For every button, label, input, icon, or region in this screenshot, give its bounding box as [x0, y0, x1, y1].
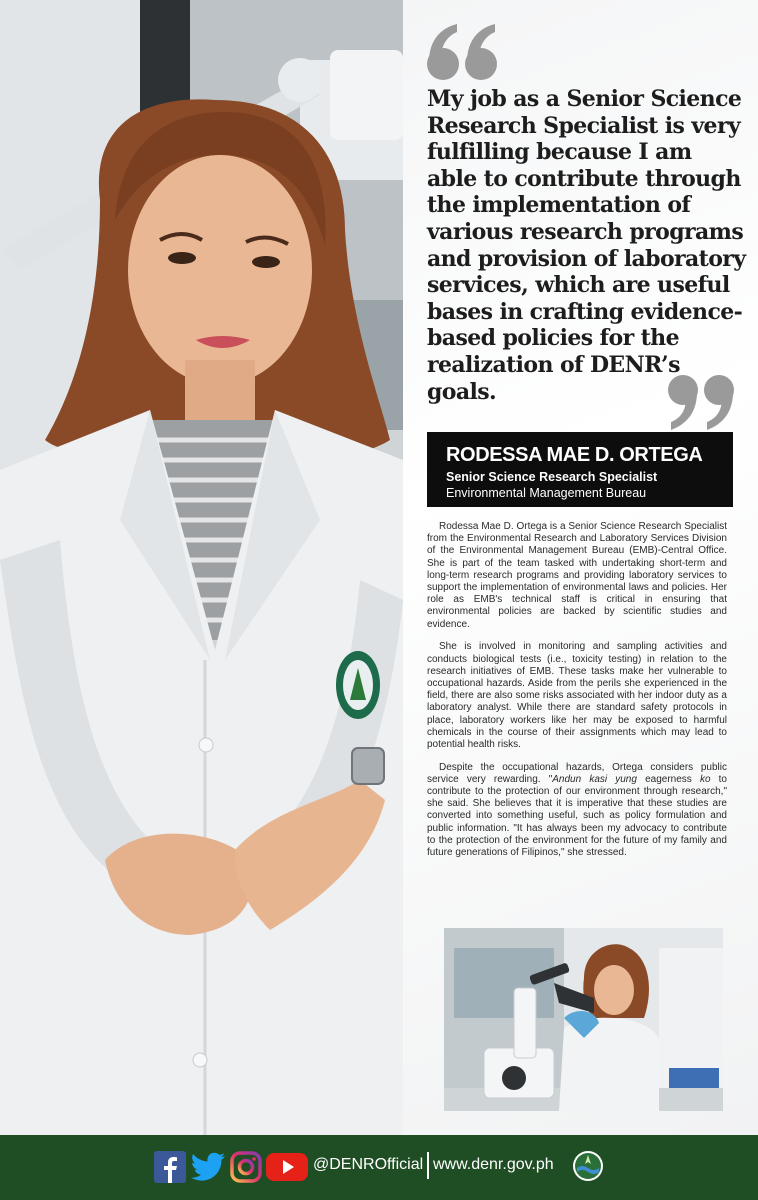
bio-p3-italic-1: Andun kasi yung — [552, 773, 637, 785]
bio-p3-italic-2: ko — [699, 773, 711, 785]
biography — [427, 521, 727, 870]
laboratory-photo — [444, 928, 723, 1111]
quote-text: My job as a Senior Science Research Specialist is very fulfilling because I am able to contribute through the implementation of various research programs and provision of laboratory services, which are useful bases in crafting evidence-based policies for the realization of DENR’s goals. — [427, 86, 746, 405]
person-office: Environmental Management Bureau — [446, 486, 647, 500]
youtube-icon[interactable] — [266, 1151, 308, 1183]
open-quote-icon — [423, 18, 503, 88]
facebook-icon[interactable] — [154, 1151, 186, 1183]
bio-paragraph-2: She is involved in monitoring and sampling activities and conducts biological tests (i.e., toxicity testing) in relation to the research initiatives of EMB. These tasks make her vulnerable to occupational hazards. Aside from the perils she experienced in the field, there are also some risks associated with her indoor duty as a laboratory analyst. While there are standard safety protocols in place, laboratory workers like her may be exposed to harmful chemicals in the course of their assignments which may lead to potential health risks. — [427, 641, 727, 750]
bio-p3-part-b: eagerness — [636, 773, 700, 785]
name-plate — [427, 432, 733, 507]
laboratory-illustration — [444, 928, 723, 1111]
bio-p3-part-a: Despite the occupational hazards, Ortega considers public service very rewarding. " — [427, 761, 727, 785]
footer-divider — [427, 1152, 429, 1179]
close-quote-icon — [661, 372, 741, 432]
bio-paragraph-3 — [427, 762, 727, 860]
denr-logo-icon — [572, 1150, 604, 1182]
person-position: Senior Science Research Specialist — [446, 470, 658, 484]
instagram-icon[interactable] — [230, 1151, 262, 1183]
bio-paragraph-1: Rodessa Mae D. Ortega is a Senior Science Research Specialist from the Environmental Research and Laboratory Services Division of the Environmental Management Bureau (EMB)-Central Office. She is part of the team tasked with undertaking short-term and long-term research programs and providing laboratory services to support the implementation of environmental laws and policies. Her role as EMB's technical staff is critical in ensuring that environmental policies are backed by scientific studies and evidence. — [427, 521, 727, 630]
twitter-icon[interactable] — [191, 1151, 227, 1183]
person-name: RODESSA MAE D. ORTEGA — [446, 444, 703, 466]
content-panel — [403, 0, 758, 1135]
social-handle[interactable]: @DENROfficial — [313, 1156, 424, 1173]
website-link[interactable]: www.denr.gov.ph — [433, 1156, 554, 1173]
bio-p3-part-c: to contribute to the protection of our environment through research," she said. She believes that it is imperative that these studies are converted into something useful, such as policy formulation and public information. "It has always been my advocacy to contribute to the protection of the environment for the future of my family and future generations of Filipinos," she stressed. — [427, 773, 727, 859]
